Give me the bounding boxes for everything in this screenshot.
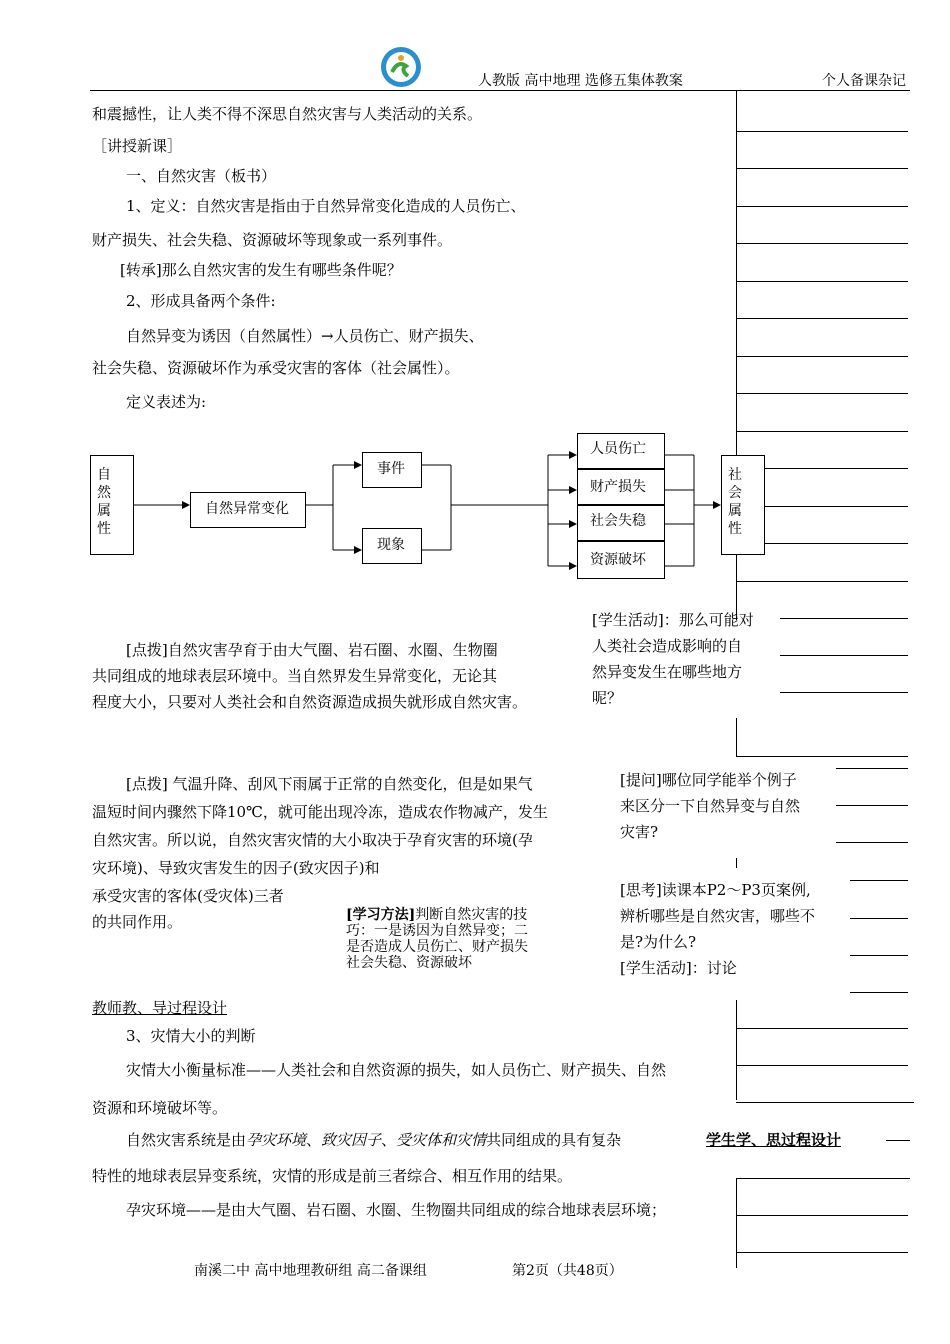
definition-line-1: 1、定义：自然灾害是指由于自然异常变化造成的人员伤亡、 — [126, 197, 526, 215]
definition-expression: 定义表述为: — [126, 393, 207, 411]
student-activity-1-line-3: 然异变发生在哪些地方 — [592, 663, 743, 681]
section3-heading: 3、灾情大小的判断 — [126, 1027, 256, 1045]
student-design-heading: 学生学、思过程设计 — [706, 1131, 842, 1149]
question-line-2: 来区分一下自然异变与自然 — [620, 797, 801, 815]
tip2-line-2: 温短时间内骤然下降10℃，就可能出现冷冻，造成农作物减产，发生 — [92, 803, 548, 821]
social-attribute-box: 社会属性 — [721, 455, 765, 555]
section3-line-2: 资源和环境破坏等。 — [92, 1099, 228, 1117]
outcome-resource-damage-box: 资源破坏 — [577, 541, 665, 579]
definition-line-2: 财产损失、社会失稳、资源破坏等现象或一系列事件。 — [92, 231, 453, 249]
think-line-3: 是?为什么? — [620, 933, 697, 951]
natural-attribute-box: 自然属性 — [90, 455, 134, 555]
learning-method-label: [学习方法] — [346, 907, 416, 923]
student-activity-1-line-2: 人类社会造成影响的自 — [592, 637, 743, 655]
learning-method-line-1: [学习方法]判断自然灾害的技 — [346, 907, 528, 923]
section3-line-5: 孕灾环境——是由大气圈、岩石圈、水圈、生物圈共同组成的综合地球表层环境； — [126, 1201, 667, 1219]
footer-text: 南溪二中 高中地理教研组 高二备课组 — [194, 1263, 427, 1279]
event-box: 事件 — [362, 452, 422, 488]
think-line-2: 辨析哪些是自然灾害，哪些不 — [620, 907, 816, 925]
learning-method-line-2: 巧：一是诱因为自然异变；二 — [346, 923, 528, 939]
teacher-design-heading: 教师教、导过程设计 — [92, 999, 228, 1017]
tip2-line-1: [点拨] 气温升降、刮风下雨属于正常的自然变化，但是如果气 — [126, 775, 533, 793]
paragraph-intro: 和震撼性，让人类不得不深思自然灾害与人类活动的关系。 — [92, 105, 483, 123]
student-activity-1-line-1: [学生活动]：那么可能对 — [592, 611, 754, 629]
outcome-social-instability-box: 社会失稳 — [577, 505, 665, 541]
tip2-line-3: 自然灾害。所以说，自然灾害灾情的大小取决于孕育灾害的环境(孕 — [92, 831, 533, 849]
transition-text: [转承]那么自然灾害的发生有哪些条件呢？ — [120, 261, 402, 279]
section3-line-1: 灾情大小衡量标准——人类社会和自然资源的损失，如人员伤亡、财产损失、自然 — [126, 1061, 667, 1079]
notes-title: 个人备课杂记 — [822, 73, 906, 89]
section-label: ［讲授新课］ — [92, 137, 183, 155]
conditions-line-1: 自然异变为诱因（自然属性）→人员伤亡、财产损失、 — [126, 327, 484, 345]
learning-method-line-3: 是否造成人员伤亡、财产损失 — [346, 939, 528, 955]
tip1-line-3: 程度大小，只要对人类社会和自然资源造成损失就形成自然灾害。 — [92, 693, 528, 711]
conditions-heading: 2、形成具备两个条件: — [126, 292, 276, 310]
student-activity-1-line-4: 呢？ — [592, 689, 623, 707]
heading-natural-disaster: 一、自然灾害（板书） — [126, 167, 277, 185]
outcome-property-loss-box: 财产损失 — [577, 469, 665, 505]
think-line-4: [学生活动]：讨论 — [620, 959, 737, 977]
conditions-line-2: 社会失稳、资源破坏作为承受灾害的客体（社会属性）。 — [92, 359, 460, 377]
question-line-1: [提问]哪位同学能举个例子 — [620, 771, 797, 789]
learning-method-line-4: 社会失稳、资源破坏 — [346, 955, 472, 971]
tip2-line-6: 的共同作用。 — [92, 913, 183, 931]
tip2-line-4: 灾环境)、导致灾害发生的因子(致灾因子)和 — [92, 859, 380, 877]
header-title: 人教版 高中地理 选修五集体教案 — [478, 73, 683, 89]
tip1-line-1: [点拨]自然灾害孕育于由大气圈、岩石圈、水圈、生物圈 — [126, 641, 498, 659]
section3-line-3: 自然灾害系统是由孕灾环境、致灾因子、受灾体和灾情共同组成的具有复杂 — [126, 1131, 622, 1149]
abnormal-change-box: 自然异常变化 — [190, 492, 306, 528]
tip1-line-2: 共同组成的地球表层环境中。当自然界发生异常变化，无论其 — [92, 667, 498, 685]
think-line-1: [思考]读课本P2～P3页案例, — [620, 881, 811, 899]
phenomenon-box: 现象 — [362, 528, 422, 564]
section3-line-4: 特性的地球表层异变系统，灾情的形成是前三者综合、相互作用的结果。 — [92, 1167, 573, 1185]
page-number: 第2页（共48页） — [512, 1263, 623, 1279]
tip2-line-5: 承受灾害的客体(受灾体)三者 — [92, 887, 284, 905]
question-line-3: 灾害? — [620, 823, 659, 841]
outcome-casualties-box: 人员伤亡 — [577, 433, 665, 469]
